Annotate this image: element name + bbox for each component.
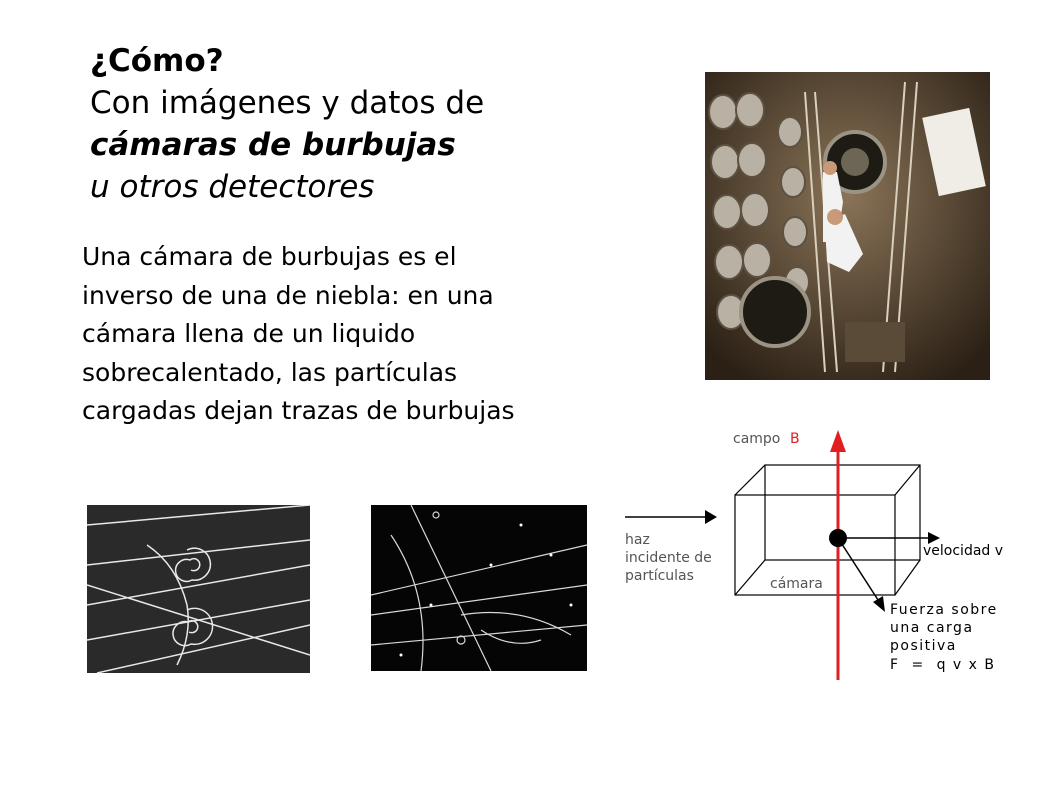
body-line-5: cargadas dejan trazas de burbujas	[82, 396, 515, 425]
force-arrow	[838, 538, 885, 612]
field-label: campo	[733, 431, 781, 447]
chamber-box	[735, 465, 920, 595]
bubble-chamber-image-1	[87, 505, 310, 673]
beam-label-1: haz	[625, 532, 650, 548]
lorentz-force-diagram	[615, 420, 1025, 685]
chamber-label: cámara	[770, 576, 823, 592]
force-formula: F = q v x B	[890, 657, 996, 673]
title-block	[90, 40, 484, 208]
beam-label-3: partículas	[625, 568, 694, 584]
force-label-2: una carga	[890, 620, 974, 636]
field-symbol: B	[790, 431, 800, 447]
detector-photo	[705, 72, 990, 380]
title-heading: ¿Cómo?	[90, 43, 224, 79]
field-arrow	[830, 430, 846, 680]
title-line-3: cámaras de burbujas	[90, 127, 456, 163]
body-line-1: Una cámara de burbujas es el	[82, 242, 457, 271]
body-paragraph	[82, 238, 515, 431]
body-line-2: inverso de una de niebla: en una	[82, 280, 494, 310]
bubble-chamber-image-2	[371, 505, 587, 671]
beam-arrow	[625, 510, 717, 524]
force-label-3: positiva	[890, 638, 957, 654]
velocity-label: velocidad v	[923, 543, 1004, 559]
beam-label-2: incidente de	[625, 550, 712, 566]
force-label-1: Fuerza sobre	[890, 602, 998, 618]
body-line-3: cámara llena de un liquido	[82, 319, 416, 348]
title-line-2: Con imágenes y datos de	[90, 85, 485, 121]
title-line-4: u otros detectores	[90, 169, 375, 205]
body-line-4: sobrecalentado, las partículas	[82, 357, 458, 387]
